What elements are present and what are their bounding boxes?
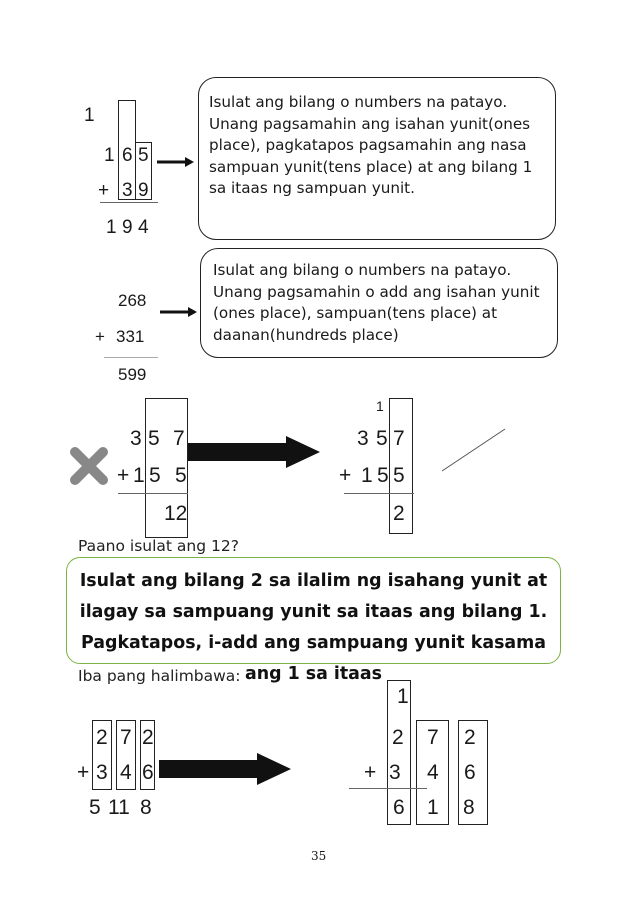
carry-digit: 1 xyxy=(397,685,409,708)
plus-sign: + xyxy=(77,761,90,784)
bottom-digit-ones: 6 xyxy=(142,761,154,784)
plus-sign: + xyxy=(339,464,352,487)
result-digit-ones: 8 xyxy=(463,796,475,819)
explanation-text: Isulat ang bilang 2 sa ilalim ng isahang yunit at ilagay sa sampuang yunit sa itaas ang bilang 1. Pagkatapos, i-add ang sampuang yunit kasama ang 1 sa itaas xyxy=(79,571,548,684)
plus-sign: + xyxy=(98,180,110,201)
wrong-result: 12 xyxy=(164,502,188,525)
big-arrow-icon xyxy=(157,752,293,786)
sum-line xyxy=(100,202,158,203)
bottom-digit-tens: 4 xyxy=(120,761,132,784)
top-digit-ones: 7 xyxy=(173,427,185,450)
result-digit-ones: 8 xyxy=(140,796,152,819)
note-text: Isulat ang bilang o numbers na patayo. Unang pagsamahin ang isahan yunit(ones place), pagkatapos pagsamahin ang nasa sampuan yunit(tens place) at ang bilang 1 sa itaas ng sampuan yunit. xyxy=(209,93,533,197)
top-digit-ones: 5 xyxy=(138,145,149,166)
arrow-icon xyxy=(158,304,198,320)
bottom-digit-tens: 3 xyxy=(122,180,133,201)
result-digit-hundreds: 1 xyxy=(106,217,117,238)
bottom-digit-hundreds: 3 xyxy=(96,761,108,784)
arrow-icon xyxy=(155,154,195,170)
result-digit-ones: 4 xyxy=(138,217,149,238)
note-bubble xyxy=(200,248,558,358)
top-digit-tens: 5 xyxy=(376,427,388,450)
top-digit-hundreds: 1 xyxy=(104,145,115,166)
note-text: Isulat ang bilang o numbers na patayo. Unang pagsamahin o add ang isahan yunit (ones place), sampuan(tens place) at daanan(hundreds place) xyxy=(213,261,540,344)
bottom-digit-ones: 5 xyxy=(175,464,187,487)
top-number: 268 xyxy=(118,291,147,310)
bottom-digit-ones: 5 xyxy=(393,464,405,487)
top-digit-ones: 2 xyxy=(142,726,154,749)
sum-line xyxy=(118,493,188,494)
result-digit-tens: 1 xyxy=(427,796,439,819)
top-digit-tens: 7 xyxy=(427,726,439,749)
bottom-digit-hundreds: 1 xyxy=(361,464,373,487)
question-text: Paano isulat ang 12? xyxy=(78,537,239,555)
bottom-digit-tens: 5 xyxy=(149,464,161,487)
carry-digit: 1 xyxy=(376,398,384,414)
top-digit-hundreds: 2 xyxy=(96,726,108,749)
page-number: 35 xyxy=(311,849,327,863)
top-digit-tens: 5 xyxy=(148,427,160,450)
bottom-number: 331 xyxy=(116,327,145,346)
result-number: 599 xyxy=(118,365,147,384)
bottom-digit-hundreds: 3 xyxy=(389,761,401,784)
bottom-digit-hundreds: 1 xyxy=(133,464,145,487)
sum-line xyxy=(104,357,158,358)
section-heading: Iba pang halimbawa: xyxy=(78,667,241,685)
plus-sign: + xyxy=(364,761,377,784)
carry-digit: 1 xyxy=(84,105,95,126)
top-digit-hundreds: 2 xyxy=(392,726,404,749)
top-digit-hundreds: 3 xyxy=(357,427,369,450)
plus-sign: + xyxy=(117,464,130,487)
bottom-digit-tens: 4 xyxy=(427,761,439,784)
top-digit-tens: 6 xyxy=(122,145,133,166)
slash-line xyxy=(440,426,508,474)
top-digit-tens: 7 xyxy=(120,726,132,749)
sum-line xyxy=(344,493,414,494)
wrong-x-icon xyxy=(68,445,110,487)
result-digit-tens: 9 xyxy=(122,217,133,238)
note-bubble xyxy=(198,77,556,240)
bottom-digit-tens: 5 xyxy=(377,464,389,487)
top-digit-ones: 2 xyxy=(464,726,476,749)
top-digit-ones: 7 xyxy=(393,427,405,450)
result-digit-tens: 11 xyxy=(108,796,130,819)
right-result: 2 xyxy=(393,502,405,525)
big-arrow-icon xyxy=(186,434,322,470)
bottom-digit-ones: 6 xyxy=(464,761,476,784)
sum-line xyxy=(349,788,427,789)
result-digit-hundreds: 5 xyxy=(89,796,101,819)
bottom-digit-ones: 9 xyxy=(138,180,149,201)
top-digit-hundreds: 3 xyxy=(130,427,142,450)
result-digit-hundreds: 6 xyxy=(393,796,405,819)
plus-sign: + xyxy=(95,327,105,346)
